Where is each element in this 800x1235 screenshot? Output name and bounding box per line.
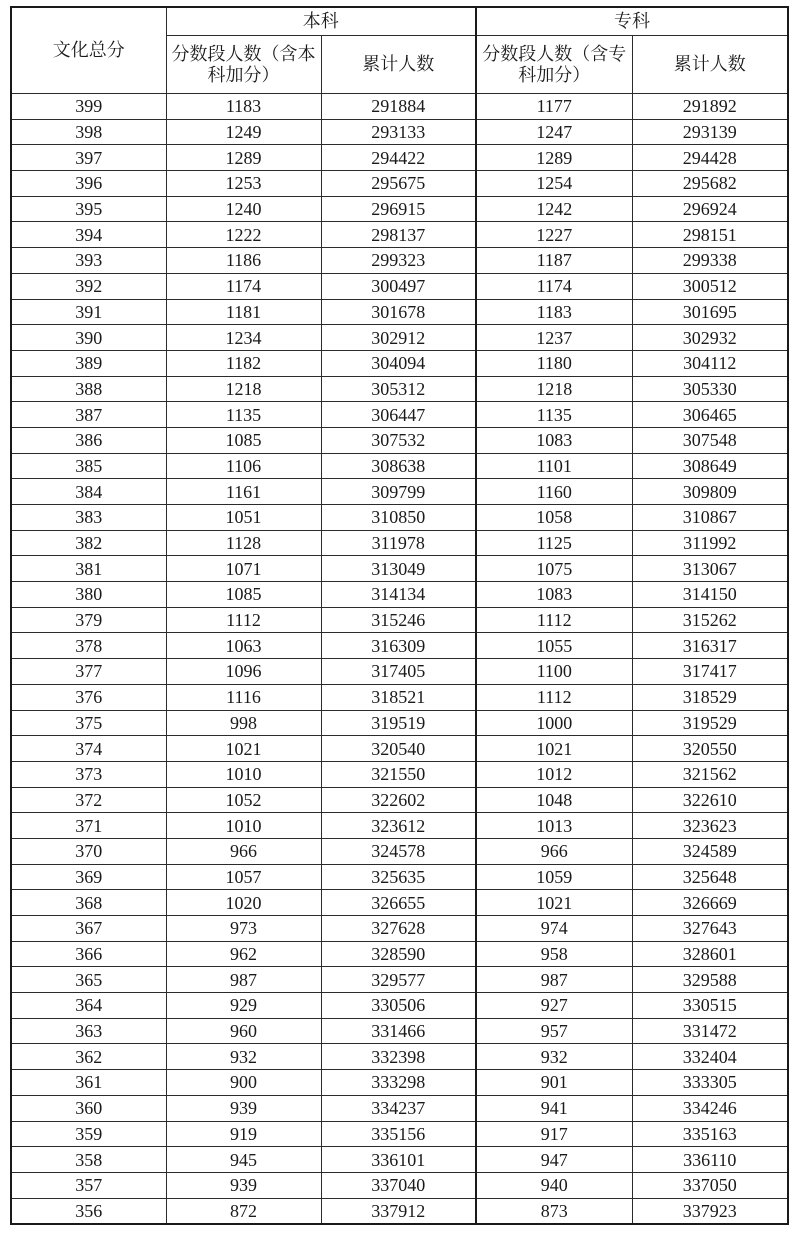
college-cumulative-cell: 293139 [632, 119, 788, 145]
undergrad-segment-cell: 1161 [166, 479, 321, 505]
undergrad-cumulative-cell: 299323 [321, 248, 476, 274]
table-row [11, 582, 788, 608]
college-segment-cell: 1125 [476, 530, 632, 556]
undergrad-cumulative-cell: 336101 [321, 1147, 476, 1173]
table-row [11, 453, 788, 479]
college-cumulative-cell: 299338 [632, 248, 788, 274]
undergrad-cumulative-cell: 314134 [321, 582, 476, 608]
undergrad-cumulative-cell: 304094 [321, 350, 476, 376]
undergrad-cumulative-cell: 317405 [321, 659, 476, 685]
college-cumulative-cell: 320550 [632, 736, 788, 762]
college-segment-cell: 1254 [476, 171, 632, 197]
undergrad-cumulative-cell: 337040 [321, 1172, 476, 1198]
college-segment-cell: 1237 [476, 325, 632, 351]
undergrad-segment-cell: 1234 [166, 325, 321, 351]
table-row [11, 119, 788, 145]
undergrad-segment-cell: 1051 [166, 505, 321, 531]
undergrad-segment-cell: 973 [166, 916, 321, 942]
college-segment-cell: 1012 [476, 761, 632, 787]
undergrad-segment-cell: 1010 [166, 813, 321, 839]
undergrad-cumulative-cell: 296915 [321, 196, 476, 222]
table-row [11, 427, 788, 453]
college-cumulative-cell: 318529 [632, 684, 788, 710]
undergrad-cumulative-cell: 325635 [321, 864, 476, 890]
undergrad-cumulative-cell: 320540 [321, 736, 476, 762]
undergrad-segment-cell: 1096 [166, 659, 321, 685]
score-column-header: 文化总分 [11, 7, 166, 94]
undergrad-cumulative-cell: 326655 [321, 890, 476, 916]
undergrad-segment-cell: 1106 [166, 453, 321, 479]
undergrad-segment-cell: 1052 [166, 787, 321, 813]
college-segment-cell: 1187 [476, 248, 632, 274]
college-segment-cell: 1112 [476, 607, 632, 633]
score-cell: 356 [11, 1198, 166, 1224]
undergrad-segment-cell: 1071 [166, 556, 321, 582]
score-cell: 365 [11, 967, 166, 993]
college-cumulative-cell: 323623 [632, 813, 788, 839]
undergrad-cumulative-cell: 301678 [321, 299, 476, 325]
college-cumulative-cell: 300512 [632, 273, 788, 299]
college-segment-cell: 947 [476, 1147, 632, 1173]
college-cumulative-cell: 309809 [632, 479, 788, 505]
table-row [11, 967, 788, 993]
score-cell: 381 [11, 556, 166, 582]
undergrad-segment-cell: 945 [166, 1147, 321, 1173]
college-segment-cell: 917 [476, 1121, 632, 1147]
college-cumulative-cell: 325648 [632, 864, 788, 890]
undergrad-cumulative-cell: 295675 [321, 171, 476, 197]
undergrad-group-header: 本科 [166, 7, 476, 36]
undergrad-segment-cell: 1020 [166, 890, 321, 916]
table-row [11, 864, 788, 890]
table-row [11, 813, 788, 839]
table-row [11, 890, 788, 916]
undergrad-segment-cell: 1057 [166, 864, 321, 890]
table-row [11, 736, 788, 762]
college-segment-cell: 940 [476, 1172, 632, 1198]
undergrad-cumulative-cell: 293133 [321, 119, 476, 145]
college-segment-cell: 957 [476, 1018, 632, 1044]
score-cell: 373 [11, 761, 166, 787]
college-cumulative-cell: 331472 [632, 1018, 788, 1044]
college-cumulative-header: 累计人数 [632, 36, 788, 94]
undergrad-cumulative-cell: 318521 [321, 684, 476, 710]
undergrad-cumulative-cell: 309799 [321, 479, 476, 505]
college-segment-cell: 1101 [476, 453, 632, 479]
undergrad-cumulative-cell: 315246 [321, 607, 476, 633]
college-segment-cell: 901 [476, 1070, 632, 1096]
table-row [11, 633, 788, 659]
college-cumulative-cell: 311992 [632, 530, 788, 556]
undergrad-cumulative-cell: 327628 [321, 916, 476, 942]
table-row [11, 916, 788, 942]
score-cell: 379 [11, 607, 166, 633]
table-row [11, 505, 788, 531]
score-cell: 361 [11, 1070, 166, 1096]
undergrad-cumulative-cell: 321550 [321, 761, 476, 787]
undergrad-segment-cell: 1174 [166, 273, 321, 299]
score-cell: 376 [11, 684, 166, 710]
college-segment-cell: 1247 [476, 119, 632, 145]
table-row [11, 376, 788, 402]
college-segment-cell: 1218 [476, 376, 632, 402]
college-cumulative-cell: 306465 [632, 402, 788, 428]
table-row [11, 402, 788, 428]
undergrad-segment-cell: 998 [166, 710, 321, 736]
score-cell: 368 [11, 890, 166, 916]
college-cumulative-cell: 298151 [632, 222, 788, 248]
undergrad-cumulative-cell: 316309 [321, 633, 476, 659]
college-segment-cell: 1083 [476, 427, 632, 453]
table-row [11, 993, 788, 1019]
score-cell: 388 [11, 376, 166, 402]
score-cell: 380 [11, 582, 166, 608]
college-cumulative-cell: 317417 [632, 659, 788, 685]
undergrad-cumulative-cell: 324578 [321, 838, 476, 864]
college-group-header: 专科 [476, 7, 788, 36]
table-row [11, 222, 788, 248]
score-cell: 378 [11, 633, 166, 659]
college-cumulative-cell: 334246 [632, 1095, 788, 1121]
table-row [11, 1095, 788, 1121]
undergrad-segment-cell: 1182 [166, 350, 321, 376]
college-segment-cell: 1135 [476, 402, 632, 428]
table-row [11, 941, 788, 967]
table-row [11, 1147, 788, 1173]
undergrad-cumulative-cell: 337912 [321, 1198, 476, 1224]
college-segment-cell: 987 [476, 967, 632, 993]
college-cumulative-cell: 301695 [632, 299, 788, 325]
score-cell: 382 [11, 530, 166, 556]
college-cumulative-cell: 294428 [632, 145, 788, 171]
score-distribution-sheet [10, 6, 787, 1225]
undergrad-segment-cell: 1063 [166, 633, 321, 659]
college-segment-cell: 958 [476, 941, 632, 967]
college-segment-cell: 1177 [476, 94, 632, 120]
college-segment-cell: 1055 [476, 633, 632, 659]
score-cell: 396 [11, 171, 166, 197]
college-segment-cell: 1058 [476, 505, 632, 531]
score-cell: 367 [11, 916, 166, 942]
college-cumulative-cell: 333305 [632, 1070, 788, 1096]
college-segment-cell: 873 [476, 1198, 632, 1224]
score-cell: 394 [11, 222, 166, 248]
score-cell: 363 [11, 1018, 166, 1044]
undergrad-cumulative-cell: 308638 [321, 453, 476, 479]
college-cumulative-cell: 304112 [632, 350, 788, 376]
score-cell: 397 [11, 145, 166, 171]
table-row [11, 1198, 788, 1224]
table-row [11, 787, 788, 813]
score-cell: 371 [11, 813, 166, 839]
table-row [11, 556, 788, 582]
college-segment-cell: 932 [476, 1044, 632, 1070]
undergrad-cumulative-cell: 313049 [321, 556, 476, 582]
college-segment-cell: 1227 [476, 222, 632, 248]
undergrad-cumulative-cell: 335156 [321, 1121, 476, 1147]
undergrad-segment-cell: 932 [166, 1044, 321, 1070]
score-cell: 366 [11, 941, 166, 967]
undergrad-cumulative-cell: 294422 [321, 145, 476, 171]
table-row [11, 1044, 788, 1070]
score-cell: 399 [11, 94, 166, 120]
undergrad-segment-cell: 919 [166, 1121, 321, 1147]
college-cumulative-cell: 332404 [632, 1044, 788, 1070]
score-cell: 362 [11, 1044, 166, 1070]
undergrad-segment-cell: 1289 [166, 145, 321, 171]
college-segment-cell: 1013 [476, 813, 632, 839]
college-segment-cell: 1083 [476, 582, 632, 608]
college-segment-cell: 1112 [476, 684, 632, 710]
undergrad-cumulative-cell: 330506 [321, 993, 476, 1019]
undergrad-segment-cell: 1085 [166, 427, 321, 453]
college-cumulative-cell: 329588 [632, 967, 788, 993]
table-row [11, 1172, 788, 1198]
undergrad-segment-cell: 962 [166, 941, 321, 967]
college-cumulative-cell: 314150 [632, 582, 788, 608]
college-cumulative-cell: 324589 [632, 838, 788, 864]
score-cell: 387 [11, 402, 166, 428]
undergrad-cumulative-cell: 291884 [321, 94, 476, 120]
undergrad-cumulative-cell: 329577 [321, 967, 476, 993]
college-cumulative-cell: 327643 [632, 916, 788, 942]
undergrad-segment-cell: 929 [166, 993, 321, 1019]
undergrad-segment-cell: 1253 [166, 171, 321, 197]
undergrad-cumulative-cell: 333298 [321, 1070, 476, 1096]
college-cumulative-cell: 295682 [632, 171, 788, 197]
undergrad-segment-cell: 900 [166, 1070, 321, 1096]
score-cell: 358 [11, 1147, 166, 1173]
table-row [11, 684, 788, 710]
undergrad-cumulative-cell: 323612 [321, 813, 476, 839]
score-cell: 360 [11, 1095, 166, 1121]
table-row [11, 299, 788, 325]
college-segment-cell: 1174 [476, 273, 632, 299]
undergrad-cumulative-cell: 306447 [321, 402, 476, 428]
table-row [11, 1018, 788, 1044]
table-body [11, 94, 788, 1225]
college-cumulative-cell: 328601 [632, 941, 788, 967]
score-distribution-table [10, 6, 789, 1225]
undergrad-cumulative-cell: 300497 [321, 273, 476, 299]
table-row [11, 145, 788, 171]
undergrad-segment-cell: 1128 [166, 530, 321, 556]
college-cumulative-cell: 322610 [632, 787, 788, 813]
college-segment-cell: 1180 [476, 350, 632, 376]
college-segment-cell: 1075 [476, 556, 632, 582]
undergrad-cumulative-cell: 310850 [321, 505, 476, 531]
undergrad-segment-cell: 987 [166, 967, 321, 993]
undergrad-segment-cell: 1021 [166, 736, 321, 762]
college-cumulative-cell: 337923 [632, 1198, 788, 1224]
table-row [11, 171, 788, 197]
table-row [11, 350, 788, 376]
undergrad-segment-cell: 1249 [166, 119, 321, 145]
undergrad-segment-cell: 939 [166, 1095, 321, 1121]
undergrad-segment-cell: 1112 [166, 607, 321, 633]
undergrad-cumulative-cell: 322602 [321, 787, 476, 813]
table-row [11, 1070, 788, 1096]
college-segment-cell: 1242 [476, 196, 632, 222]
score-cell: 383 [11, 505, 166, 531]
college-segment-cell: 1021 [476, 890, 632, 916]
college-cumulative-cell: 302932 [632, 325, 788, 351]
college-cumulative-cell: 321562 [632, 761, 788, 787]
table-row [11, 325, 788, 351]
score-cell: 395 [11, 196, 166, 222]
score-cell: 389 [11, 350, 166, 376]
table-row [11, 248, 788, 274]
college-cumulative-cell: 291892 [632, 94, 788, 120]
undergrad-segment-cell: 1183 [166, 94, 321, 120]
score-cell: 377 [11, 659, 166, 685]
college-cumulative-cell: 307548 [632, 427, 788, 453]
college-segment-cell: 1100 [476, 659, 632, 685]
college-segment-cell: 1048 [476, 787, 632, 813]
college-cumulative-cell: 336110 [632, 1147, 788, 1173]
table-row [11, 1121, 788, 1147]
undergrad-segment-cell: 960 [166, 1018, 321, 1044]
college-cumulative-cell: 315262 [632, 607, 788, 633]
score-cell: 370 [11, 838, 166, 864]
score-cell: 375 [11, 710, 166, 736]
undergrad-cumulative-cell: 319519 [321, 710, 476, 736]
undergrad-segment-cell: 966 [166, 838, 321, 864]
undergrad-segment-cell: 1010 [166, 761, 321, 787]
score-cell: 391 [11, 299, 166, 325]
college-cumulative-cell: 335163 [632, 1121, 788, 1147]
table-row [11, 196, 788, 222]
undergrad-segment-cell: 1116 [166, 684, 321, 710]
college-segment-cell: 966 [476, 838, 632, 864]
table-row [11, 659, 788, 685]
undergrad-cumulative-cell: 334237 [321, 1095, 476, 1121]
undergrad-cumulative-cell: 305312 [321, 376, 476, 402]
college-cumulative-cell: 310867 [632, 505, 788, 531]
score-cell: 390 [11, 325, 166, 351]
score-cell: 384 [11, 479, 166, 505]
college-segment-cell: 1021 [476, 736, 632, 762]
table-row [11, 94, 788, 120]
college-segment-cell: 941 [476, 1095, 632, 1121]
undergrad-cumulative-header: 累计人数 [321, 36, 476, 94]
table-row [11, 838, 788, 864]
college-cumulative-cell: 319529 [632, 710, 788, 736]
table-row [11, 479, 788, 505]
undergrad-cumulative-cell: 311978 [321, 530, 476, 556]
undergrad-segment-cell: 939 [166, 1172, 321, 1198]
college-segment-cell: 1059 [476, 864, 632, 890]
college-cumulative-cell: 313067 [632, 556, 788, 582]
college-segment-cell: 1000 [476, 710, 632, 736]
college-segment-cell: 974 [476, 916, 632, 942]
score-cell: 364 [11, 993, 166, 1019]
undergrad-cumulative-cell: 332398 [321, 1044, 476, 1070]
table-row [11, 710, 788, 736]
college-segment-header: 分数段人数（含专科加分） [476, 36, 632, 94]
undergrad-segment-cell: 1085 [166, 582, 321, 608]
undergrad-segment-cell: 1181 [166, 299, 321, 325]
college-segment-cell: 1160 [476, 479, 632, 505]
score-cell: 398 [11, 119, 166, 145]
table-header [11, 7, 788, 94]
college-segment-cell: 1183 [476, 299, 632, 325]
score-cell: 386 [11, 427, 166, 453]
college-cumulative-cell: 326669 [632, 890, 788, 916]
undergrad-segment-cell: 1222 [166, 222, 321, 248]
score-cell: 369 [11, 864, 166, 890]
table-row [11, 273, 788, 299]
college-cumulative-cell: 330515 [632, 993, 788, 1019]
undergrad-cumulative-cell: 328590 [321, 941, 476, 967]
undergrad-segment-header: 分数段人数（含本科加分） [166, 36, 321, 94]
table-row [11, 607, 788, 633]
table-row [11, 761, 788, 787]
score-cell: 372 [11, 787, 166, 813]
score-cell: 385 [11, 453, 166, 479]
college-cumulative-cell: 305330 [632, 376, 788, 402]
undergrad-segment-cell: 1186 [166, 248, 321, 274]
college-segment-cell: 927 [476, 993, 632, 1019]
score-cell: 392 [11, 273, 166, 299]
score-cell: 374 [11, 736, 166, 762]
college-cumulative-cell: 316317 [632, 633, 788, 659]
score-cell: 393 [11, 248, 166, 274]
college-cumulative-cell: 296924 [632, 196, 788, 222]
undergrad-cumulative-cell: 331466 [321, 1018, 476, 1044]
undergrad-cumulative-cell: 302912 [321, 325, 476, 351]
undergrad-segment-cell: 1218 [166, 376, 321, 402]
undergrad-segment-cell: 872 [166, 1198, 321, 1224]
score-cell: 359 [11, 1121, 166, 1147]
college-cumulative-cell: 308649 [632, 453, 788, 479]
score-cell: 357 [11, 1172, 166, 1198]
undergrad-cumulative-cell: 307532 [321, 427, 476, 453]
college-segment-cell: 1289 [476, 145, 632, 171]
undergrad-cumulative-cell: 298137 [321, 222, 476, 248]
undergrad-segment-cell: 1135 [166, 402, 321, 428]
undergrad-segment-cell: 1240 [166, 196, 321, 222]
college-cumulative-cell: 337050 [632, 1172, 788, 1198]
table-row [11, 530, 788, 556]
